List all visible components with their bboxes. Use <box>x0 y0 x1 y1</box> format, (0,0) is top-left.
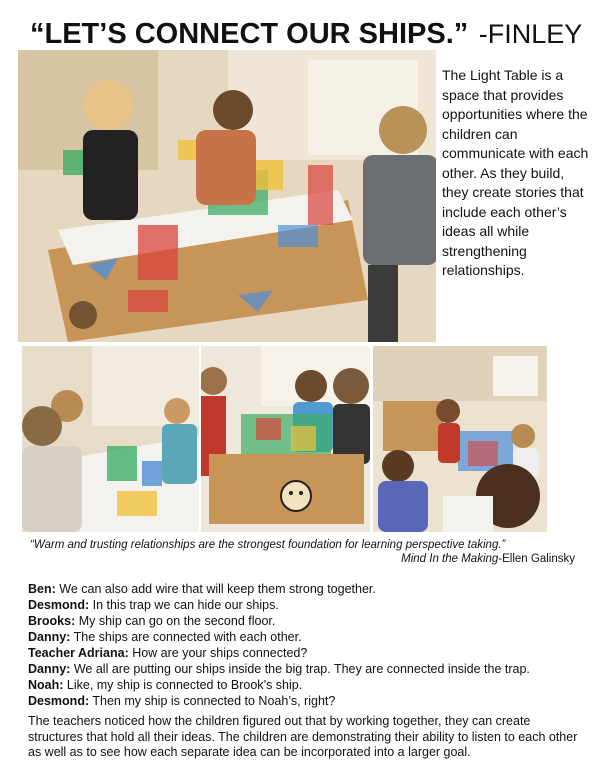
dialogue-line <box>28 645 588 661</box>
speaker-name: Danny: <box>28 630 71 644</box>
speaker-name: Desmond: <box>28 694 90 708</box>
speaker-name: Danny: <box>28 662 71 676</box>
speaker-name: Brooks: <box>28 614 76 628</box>
quote-text: “Warm and trusting relationships are the strongest foundation for learning perspective taking.” <box>30 539 506 551</box>
dialogue-line <box>28 629 588 645</box>
quote-source <box>30 552 575 566</box>
quote-author: -Ellen Galinsky <box>498 553 575 565</box>
speaker-name: Teacher Adriana: <box>28 646 129 660</box>
dialogue-line <box>28 597 588 613</box>
speaker-name: Ben: <box>28 582 56 596</box>
dialogue-line <box>28 581 588 597</box>
dialogue-text: Then my ship is connected to Noah’s, right? <box>89 694 336 708</box>
dialogue-line <box>28 677 588 693</box>
quote-book: Mind In the Making <box>401 553 499 565</box>
dialogue-line <box>28 693 588 709</box>
photo-classroom-tower <box>373 346 547 532</box>
photo-ships-in-box <box>201 346 370 532</box>
photo-light-table-left <box>22 346 199 532</box>
dialogue-text: In this trap we can hide our ships. <box>89 598 279 612</box>
title-quote: “LET’S CONNECT OUR SHIPS.” <box>30 18 469 50</box>
galinsky-quote <box>30 538 575 566</box>
title-author: -FINLEY <box>478 19 583 49</box>
intro-paragraph: The Light Table is a space that provides opportunities where the children can communicate with each other. As they build, they create stories that include each other’s ideas all while strengthening relationships. <box>442 67 589 278</box>
page-title <box>30 18 582 51</box>
dialogue-line <box>28 613 588 629</box>
dialogue-text: How are your ships connected? <box>128 646 308 660</box>
dialogue-line <box>28 661 588 677</box>
dialogue-text: We can also add wire that will keep them strong together. <box>55 582 376 596</box>
speaker-name: Noah: <box>28 678 64 692</box>
speaker-name: Desmond: <box>28 598 90 612</box>
main-photo <box>18 50 436 342</box>
dialogue-text: The ships are connected with each other. <box>70 630 302 644</box>
dialogue-text: My ship can go on the second floor. <box>75 614 276 628</box>
dialogue-text: We all are putting our ships inside the big trap. They are connected inside the trap. <box>70 662 530 676</box>
closing-paragraph: The teachers noticed how the children figured out that by working together, they can create structures that hold all their ideas. The children are demonstrating their ability to listen to each other as well as to see how each separate idea can be incorporated into a larger goal. <box>28 714 578 759</box>
dialogue-text: Like, my ship is connected to Brook’s ship. <box>63 678 303 692</box>
dialogue-transcript <box>28 581 588 709</box>
